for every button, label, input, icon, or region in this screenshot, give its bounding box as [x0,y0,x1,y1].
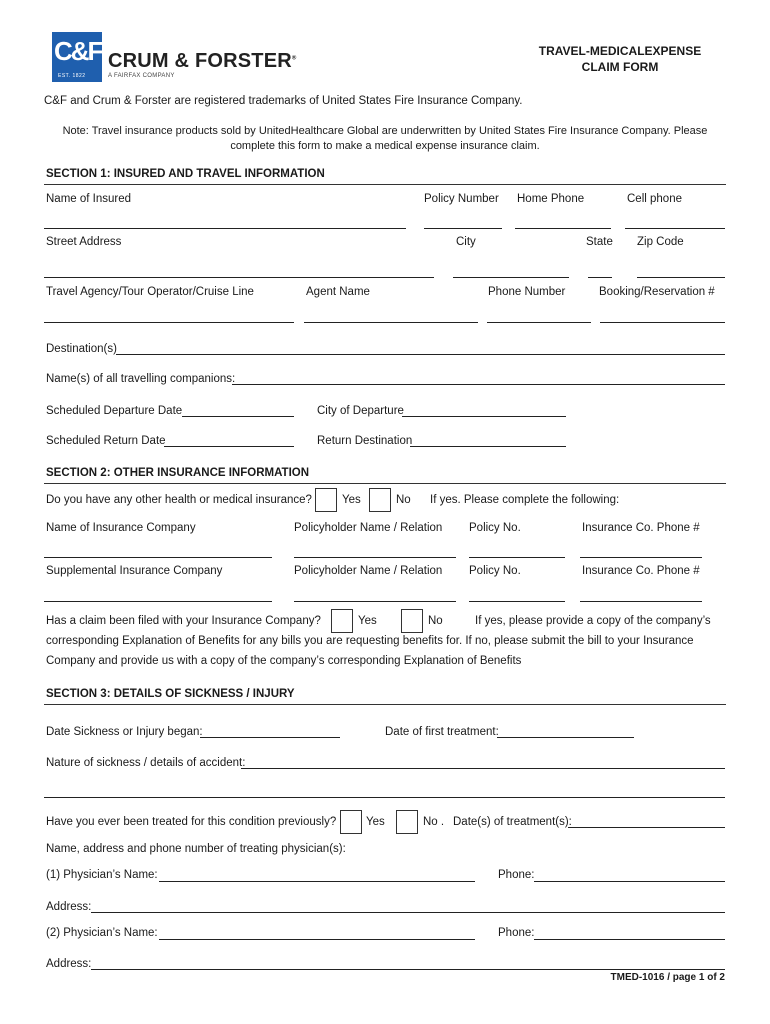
input-booking[interactable] [600,322,725,323]
label-insurance-company: Name of Insurance Company [46,522,196,534]
label-departure-date: Scheduled Departure Date [46,405,183,417]
input-supplemental-policy-no[interactable] [469,601,565,602]
logo-mark: C&F [54,36,102,66]
input-phone-number[interactable] [487,322,591,323]
form-title-line2: CLAIM FORM [581,60,659,74]
label-date-first-treatment: Date of first treatment: [385,726,499,738]
label-insurance-phone: Insurance Co. Phone # [582,522,700,534]
label-other-insurance-question: Do you have any other health or medical insurance? [46,494,312,506]
checkbox-treated-yes[interactable] [340,810,362,834]
label-supplemental-policyholder: Policyholder Name / Relation [294,565,443,577]
label-treated-yes: Yes [366,816,385,828]
input-supplemental-phone[interactable] [580,601,702,602]
input-policyholder[interactable] [294,557,456,558]
label-state: State [586,236,613,248]
checkbox-treated-no[interactable] [396,810,418,834]
input-cell-phone[interactable] [625,228,725,229]
section1-heading: SECTION 1: INSURED AND TRAVEL INFORMATION [46,168,325,180]
label-dates-treatment: Date(s) of treatment(s): [453,816,572,828]
label-booking: Booking/Reservation # [599,286,715,298]
input-name-of-insured[interactable] [44,228,406,229]
label-city-of-departure: City of Departure [317,405,404,417]
label-other-insurance-yes: Yes [342,494,361,506]
label-cell-phone: Cell phone [627,193,682,205]
checkbox-other-insurance-yes[interactable] [315,488,337,512]
brand-name: CRUM & FORSTER® [108,50,297,72]
input-travel-agency[interactable] [44,322,294,323]
brand-trademark: ® [291,55,297,62]
input-departure-date[interactable] [182,416,294,417]
input-return-date[interactable] [164,446,294,447]
input-physician2-phone[interactable] [534,939,725,940]
input-return-destination[interactable] [410,446,566,447]
input-date-began[interactable] [200,737,340,738]
trademark-notice: C&F and Crum & Forster are registered trademarks of United States Fire Insurance Company. [44,95,523,107]
note-line2: complete this form to make a medical expense insurance claim. [230,140,540,152]
label-physician2-address: Address: [46,958,92,970]
claim-text-line2: corresponding Explanation of Benefits for any bills you are requesting benefits for. If no, please submit the bill to your Insurance [46,635,694,647]
input-nature-of-sickness[interactable] [241,768,725,769]
label-return-destination: Return Destination [317,435,413,447]
label-city: City [456,236,476,248]
input-physician1-address[interactable] [91,912,725,913]
label-supplemental-policy-no: Policy No. [469,565,521,577]
section1-divider [44,184,726,185]
input-street-address[interactable] [44,277,434,278]
label-claim-question: Has a claim been filed with your Insurance Company? [46,615,321,627]
input-physician2-address[interactable] [91,969,725,970]
label-street-address: Street Address [46,236,122,248]
input-supplemental-policyholder[interactable] [294,601,456,602]
label-physician2-name: (2) Physician’s Name: [46,927,158,939]
label-physician1-name: (1) Physician’s Name: [46,869,158,881]
input-insurance-phone[interactable] [580,557,702,558]
label-destinations: Destination(s) [46,343,117,355]
label-treated-question: Have you ever been treated for this condition previously? [46,816,337,828]
input-city-of-departure[interactable] [402,416,566,417]
input-policy-number[interactable] [424,228,502,229]
checkbox-other-insurance-no[interactable] [369,488,391,512]
page-footer-id: TMED-1016 / page 1 of 2 [610,972,725,983]
label-policy-number: Policy Number [424,193,499,205]
label-nature-of-sickness: Nature of sickness / details of accident: [46,757,246,769]
input-supplemental-company[interactable] [44,601,272,602]
label-name-of-insured: Name of Insured [46,193,132,205]
input-physician1-name[interactable] [159,881,475,882]
label-if-yes-complete: If yes. Please complete the following: [430,494,620,506]
section2-heading: SECTION 2: OTHER INSURANCE INFORMATION [46,467,310,479]
label-policyholder: Policyholder Name / Relation [294,522,443,534]
label-agent-name: Agent Name [306,286,370,298]
label-physician-intro: Name, address and phone number of treating physician(s): [46,843,346,855]
form-title-line1: TRAVEL-MEDICALEXPENSE [538,44,702,58]
company-logo [52,32,102,82]
input-physician2-name[interactable] [159,939,475,940]
label-claim-if-yes: If yes, please provide a copy of the company’s [475,615,711,627]
input-nature-of-sickness-line2[interactable] [44,797,725,798]
input-companions[interactable] [232,384,725,385]
input-insurance-company[interactable] [44,557,272,558]
input-home-phone[interactable] [515,228,611,229]
checkbox-claim-no[interactable] [401,609,423,633]
label-physician1-phone: Phone: [498,869,535,881]
input-dates-treatment[interactable] [568,827,725,828]
input-zip-code[interactable] [637,277,725,278]
label-claim-no: No [428,615,443,627]
input-date-first-treatment[interactable] [497,737,634,738]
label-travel-agency: Travel Agency/Tour Operator/Cruise Line [46,286,254,298]
label-supplemental-company: Supplemental Insurance Company [46,565,223,577]
label-other-insurance-no: No [396,494,411,506]
input-destinations[interactable] [116,354,725,355]
label-zip-code: Zip Code [637,236,684,248]
section3-heading: SECTION 3: DETAILS OF SICKNESS / INJURY [46,688,295,700]
label-policy-no: Policy No. [469,522,521,534]
label-claim-yes: Yes [358,615,377,627]
label-supplemental-phone: Insurance Co. Phone # [582,565,700,577]
input-physician1-phone[interactable] [534,881,725,882]
note-line1: Note: Travel insurance products sold by UnitedHealthcare Global are underwritten by United States Fire Insurance Company. Please [62,125,708,137]
label-phone-number: Phone Number [488,286,566,298]
label-treated-no: No . [423,816,445,828]
label-home-phone: Home Phone [517,193,585,205]
input-agent-name[interactable] [304,322,478,323]
section2-divider [44,483,726,484]
label-return-date: Scheduled Return Date [46,435,166,447]
checkbox-claim-yes[interactable] [331,609,353,633]
input-state[interactable] [588,277,612,278]
label-date-began: Date Sickness or Injury began: [46,726,203,738]
label-physician1-address: Address: [46,901,92,913]
label-physician2-phone: Phone: [498,927,535,939]
brand-subtitle: A FAIRFAX COMPANY [108,73,175,79]
claim-text-line3: Company and provide us with a copy of the company’s corresponding Explanation of Benefits [46,655,522,667]
input-policy-no[interactable] [469,557,565,558]
logo-est: EST. 1822 [58,73,86,79]
label-companions: Name(s) of all travelling companions: [46,373,236,385]
section3-divider [44,704,726,705]
input-city[interactable] [453,277,569,278]
